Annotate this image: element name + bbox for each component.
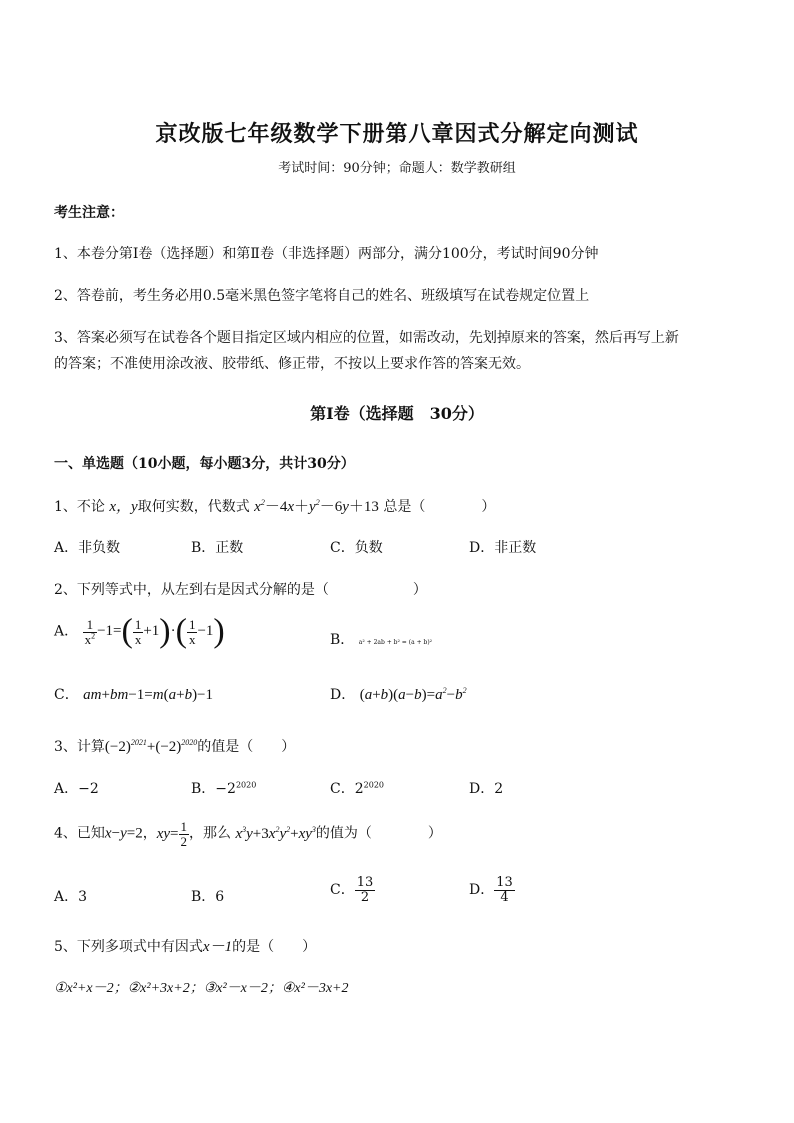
question-4-option-c[interactable]: C． $\frac{13}{2}$ xyxy=(330,875,374,905)
option-a-expression: $\frac{1}{x^2}$ −1=( $\frac{1}{x}$ +1)·( $\frac{1}{x}$ −1) xyxy=(84,613,225,650)
question-5-factor: x－1 xyxy=(202,939,233,955)
question-1-vars: x，y xyxy=(109,499,138,515)
option-d-expression: $(a+b)(a-b)=a^2-b^2$ xyxy=(359,686,467,703)
question-3-option-b[interactable]: B．$-2^{2020}$ xyxy=(191,780,257,797)
page-title: 京改版七年级数学下册第八章因式分解定向测试 xyxy=(155,121,639,147)
notice-item-3-line2: 的答案；不准使用涂改液、胶带纸、修正带，不按以上要求作答的答案无效。 xyxy=(54,356,530,372)
question-2-option-b[interactable] xyxy=(330,629,432,649)
question-2-option-c[interactable] xyxy=(54,684,213,704)
question-1-suffix: 总是（ ） xyxy=(383,499,496,515)
section-1-title: 一、单选题（10小题，每小题3分，共计30分） xyxy=(54,456,355,472)
notice-heading: 考生注意： xyxy=(54,205,124,221)
question-3-expression: $(-2)^{2021}+(-2)^{2020}$ xyxy=(104,738,198,755)
notice-item-3-line1: 3、答案必须写在试卷各个题目指定区域内相应的位置，如需改动，先划掉原来的答案，然后再写上新 xyxy=(54,330,679,346)
option-d-label: D． xyxy=(330,687,356,703)
question-5-polynomial-list: ①x²+x－2；②x²+3x+2；③x²－x－2；④x²－3x+2 xyxy=(54,981,349,996)
option-c-expression: am+bm−1=m(a+b)−1 xyxy=(83,687,214,703)
option-b-expression: a² + 2ab + b² = (a + b)² xyxy=(358,639,433,646)
option-a-label: A． xyxy=(54,623,79,640)
question-1-option-c[interactable]: C．负数 xyxy=(330,540,383,556)
notice-item-1: 1、本卷分第Ⅰ卷（选择题）和第Ⅱ卷（非选择题）两部分，满分100分，考试时间90分钟 xyxy=(54,246,599,262)
question-1-expression: $x^2-4x+y^2-6y+13$ xyxy=(254,498,379,515)
question-5: 5、下列多项式中有因式x－1的是（ ） xyxy=(54,939,317,955)
question-4: 4、已知x−y=2，xy= $\frac{1}{2}$ ，那么 $x^3y+3x^2y^2+xy^3$的值为（ ） xyxy=(54,819,442,849)
question-4-prefix: 4、已知 xyxy=(54,825,105,842)
question-4-expression: $x^3y+3x^2y^2+xy^3$ xyxy=(235,824,316,842)
question-2-option-a[interactable] xyxy=(54,615,225,649)
question-1-option-b[interactable]: B．正数 xyxy=(191,540,244,556)
option-c-label: C． xyxy=(54,687,79,703)
question-3-option-c[interactable]: C．$2^{2020}$ xyxy=(330,780,384,797)
question-2-stem: 2、下列等式中，从左到右是因式分解的是（ ） xyxy=(54,582,427,598)
question-4-condition-1: x−y=2 xyxy=(104,825,143,842)
question-1 xyxy=(54,495,495,516)
part-1-title: 第Ⅰ卷（选择题 30分） xyxy=(310,404,484,423)
question-4-option-b[interactable]: B．6 xyxy=(191,889,225,905)
question-4-condition-2: xy= $\frac{1}{2}$ xyxy=(156,819,187,849)
question-1-option-a[interactable]: A．非负数 xyxy=(54,540,121,556)
question-4-suffix: 的值为（ ） xyxy=(315,825,442,842)
notice-item-2: 2、答卷前，考生务必用0.5毫米黑色签字笔将自己的姓名、班级填写在试卷规定位置上 xyxy=(54,288,590,304)
question-4-option-a[interactable]: A．3 xyxy=(54,889,88,905)
question-3-option-a[interactable]: A．−2 xyxy=(54,781,99,797)
question-1-mid: 取何实数，代数式 xyxy=(137,499,250,515)
question-3-suffix: 的值是（ ） xyxy=(197,739,296,755)
question-3 xyxy=(54,736,295,756)
option-b-label: B． xyxy=(330,632,355,648)
question-1-prefix: 1、不论 xyxy=(54,499,105,515)
question-3-prefix: 3、计算 xyxy=(54,739,105,755)
question-2-option-d[interactable] xyxy=(330,684,467,704)
exam-info: 考试时间：90分钟；命题人：数学教研组 xyxy=(278,161,516,176)
question-3-option-d[interactable]: D．2 xyxy=(469,781,504,797)
question-4-option-d[interactable]: D． $\frac{13}{4}$ xyxy=(469,875,513,905)
question-1-option-d[interactable]: D．非正数 xyxy=(469,540,537,556)
